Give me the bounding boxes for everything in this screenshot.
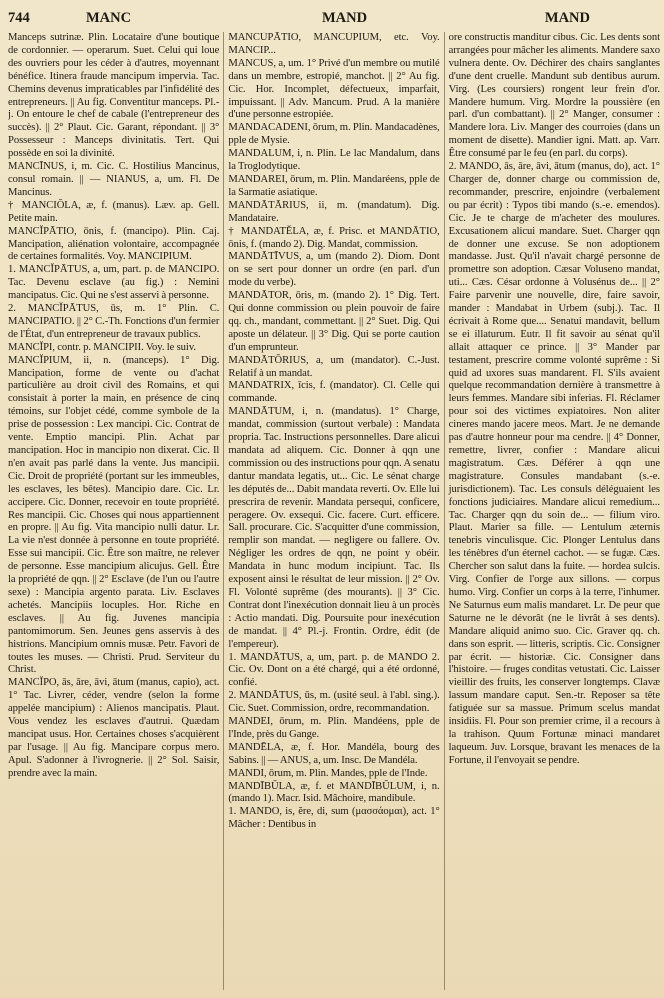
entry: MANDATRIX, īcis, f. (mandator). Cl. Celle qui commande. xyxy=(228,380,440,405)
entry: 1. MANCĬPĀTUS, a, um, part. p. de MANCIPO. Tac. Devenu esclave (au fig.) : Nemini mancipatus. Cic. Qui ne s'est asservi à personne. xyxy=(8,264,220,302)
entry: MANDAREI, ōrum, m. Plin. Mandaréens, pple de la Sarmatie asiatique. xyxy=(228,173,440,198)
entry: 2. MANCĬPĀTUS, ūs, m. 1° Plin. C. MANCIPATIO. || 2° C.-Th. Fonctions d'un fermier de l'État, d'un entrepreneur de travaux publics. xyxy=(8,303,220,340)
guide-word-center: MAND xyxy=(322,10,368,26)
entry: 1. MANDO, is, ĕre, di, sum (μασσάομαι), act. 1° Mâcher : Dentibus in xyxy=(228,806,440,831)
entry: MANDĀTUM, i, n. (mandatus). 1° Charge, mandat, commission (surtout verbale) : Mandata propria. Tac. Instructions personnelles. Dare alicui mandata ad aliquem. Cic. Donner à qqn une commission ou des instructions pour qqn. A senatu dantur mandata legatis, ut... Cic. Le sénat charge les députés de... Dabit mandata reverti. Ov. Elle lui prescrira de revenir. Mandata persequi, conficere, peragere. Ov. exsequi. Cic. facere. Curt. efficere. Sall. procurare. Cic. S'acquitter d'une commission, remplir son mandat. — negligere ou fallere. Ov. Négliger les ordres de qqn, ne point y obéir. Mandata in hunc modum incipiunt. Tac. Ils exposent ainsi le résultat de leur mission. || 2° Ov. Fl. Volonté suprême (des mourants). || 3° Cic. Contrat dont l'inexécution donnait lieu à un procès : Actio mandati. Dig. Poursuite pour inexécution de mandat. || 4° Pl.-j. Frontin. Ordre, édit (de l'empereur). xyxy=(228,406,440,650)
entry: MANDĀTOR, ōris, m. (mando 2). 1° Dig. Tert. Qui donne commission ou plein pouvoir de faire qq. ch., mandant, commettant. || 2° Suet. Dig. Qui aposte un délateur. || 3° Dig. Qui se porte caution d'un emprunteur. xyxy=(228,290,440,353)
page-number: 744 xyxy=(8,10,30,26)
entry: † MANCIŎLA, æ, f. (manus). Læv. ap. Gell. Petite main. xyxy=(8,199,220,224)
entry: MANDĒLA, æ, f. Hor. Mandéla, bourg des Sabins. || — ANUS, a, um. Insc. De Mandéla. xyxy=(228,741,440,766)
entry: MANCĬPI, contr. p. MANCIPII. Voy. le suiv. xyxy=(8,341,196,353)
column-1 xyxy=(8,32,223,990)
entry: MANDĀTĪVUS, a, um (mando 2). Diom. Dont on se sert pour donner un ordre (en parl. d'un mode du verbe). xyxy=(228,251,440,289)
entry: MANDI, ōrum, m. Plin. Mandes, pple de l'Inde. xyxy=(228,767,428,779)
entry: 2. MANDO, ās, āre, āvi, ātum (manus, do), act. 1° Charger de, donner charge ou commission de, recommander, prescrire, enjoindre (verbalement ou par écrit) : Typos tibi mando (s.-e. emendos). Cic. Je te charge de m'acheter des moulures. Excusationem alicui mandare. Suet. Charger qqn de donner une excuse. Se non adoptionem mandasse. Just. Qu'il n'avait chargé personne de promettre son adoption. Cæsar Voluseno mandat, uti... Cæs. César ordonne à Volusénus de... || 2° Faire parvenir une nouvelle, dire, faire savoir, mander : Mandabat in Urbem (subj.). Tac. Il écrivait à Rome que.... Senatui mandavit, bellum se ei illaturum. Eutr. Il fit savoir au sénat qu'il allait attaquer ce prince. || 3° Mander par testament, prescrire comme volonté suprême : Si quid ad uxores suas mandarent. Fl. S'ils avaient quelque recommandation dernière à transmettre à leurs femmes. Mandare sibi inferias. Fl. Réclamer pour soi des victimes expiatoires. Non aliter cineres mando jacere meos. Mart. Je ne demande pas d'autre honneur pour ma cendre. || 4° Donner, remettre, livrer, confier : Mandare alicui magistratum. Cæs. Déférer à qqn une magistrature. Consules mandabant (s.-e. jurisdictionem). Tac. Les consuls déléguaient les fonctions judiciaires. Mandare alicui remedium... Tac. Charger qqn du soin de... — filium viro. Plaut. Marier sa fille. — Lentulum æternis tenebris vinculisque. Cic. Plonger Lentulus dans les ténèbres d'un éternel cachot. — se fugæ. Cæs. Chercher son salut dans la fuite. — hordea sulcis. Virg. Confier de l'orge aux sillons. — corpus humo. Virg. Confier un corps à la terre, l'inhumer. Ne Saturnus eum malis mandaret. Lr. De peur que Saturne ne le dévorât (ne le livrât à ses dents). Mandare aliquid animo suo. Cic. Graver qq. ch. dans son esprit. — litteris, scriptis. Cic. Consigner par écrit. — historiæ. Cic. Consigner dans l'histoire. — fruges conditas vetustati. Cic. Laisser vieillir des fruits, les conserver longtemps. Clavæ lassum mandare caput. Sen.-tr. Reposer sa tête fatiguée sur sa massue. Primum scelus mandat insidiis. Fl. Pour son premier crime, il a recours à la trahison. Quum Fortunæ minaci mandaret laqueum. Juv. Lorsque, bravant les menaces de la Fortune, il l'envoyait se pendre. xyxy=(448,161,660,766)
guide-word-right: MAND xyxy=(544,10,590,26)
entry: MANCĪNUS, i, m. Cic. C. Hostilius Mancinus, consul romain. || — NIANUS, a, um. Fl. De Mancinus. xyxy=(8,161,220,198)
entry: MANDĀTŌRIUS, a, um (mandator). C.-Just. Relatif à un mandat. xyxy=(228,354,440,379)
column-2 xyxy=(223,32,443,990)
guide-word-left: MANC xyxy=(86,10,132,26)
entry: MANDALUM, i, n. Plin. Le lac Mandalum, dans la Troglodytique. xyxy=(228,148,440,173)
entry: MANCŬPĀTIO, MANCŬPIUM, etc. Voy. MANCIP... xyxy=(228,32,440,56)
entry: MANDACADENI, ōrum, m. Plin. Mandacadènes, pple de Mysie. xyxy=(228,122,440,147)
entry: MANDĪBŬLA, æ, f. et MANDĪBŬLUM, i, n. (mando 1). Macr. Isid. Mâchoire, mandibule. xyxy=(228,780,440,805)
entry: MANCĬPĀTIO, ōnis, f. (mancipo). Plin. Caj. Mancipation, aliénation volontaire, accompagnée de certaines formalités. Voy. MANCIPIUM. xyxy=(8,225,220,263)
entry: MANCĬPIUM, ii, n. (manceps). 1° Dig. Mancipation, forme de vente ou d'achat particulière au droit civil des Romains, et qui consistait à porter la main, en présence de cinq témoins, sur l'objet cédé, comme symbole de la prise de possession : Lex mancipi. Cic. Contrat de vente. Emptio mancipi. Plin. Achat par mancipation. Hoc in mancipio non dixerat. Cic. Il n'en avait pas parlé dans la vente. Jus mancipii. Cic. Droit de propriété (portant sur les immeubles, les esclaves, les bêtes). Mancipio dare. Cic. Lr. accipere. Cic. Donner, recevoir en toute propriété. Res mancipii. Cic. Choses qui nous appartiennent en propre. || Au fig. Vita mancipio nulli datur. Lr. La vie n'est donnée à personne en toute propriété. Esse sui mancipii. Cic. Être son maître, ne relever de personne. Esse mancipium alicujus. Gell. Être la propriété de qqn. || 2° Esclave (de l'un ou l'autre sexe) : Mancipia argento parata. Liv. Esclaves achetés. Mancipiis locuples. Hor. Riche en esclaves. || Au fig. Juvenes mancipia pantomimorum. Sen. Jeunes gens asservis à des histrions. Mancipium omnis musæ. Petr. Favori de toutes les muses. — Christi. Prud. Serviteur du Christ. xyxy=(8,354,220,676)
column-3 xyxy=(444,32,660,990)
text-columns xyxy=(8,32,660,990)
entry: MANCUS, a, um. 1° Privé d'un membre ou mutilé dans un membre, estropié, manchot. || 2° Au fig. Cic. Hor. Incomplet, défectueux, imparfait, impuissant. || Adv. Mancum. Prud. A la manière d'une personne estropiée. xyxy=(228,57,440,121)
entry: Manceps sutrinæ. Plin. Locataire d'une boutique de cordonnier. — operarum. Suet. Celui qui loue des ouvriers pour les céder à d'autres, moyennant bénéfice. Itinera fraude mancipum impervia. Tac. Chemins devenus impraticables par l'infidélité des entrepreneurs. || Au fig. Conventitur manceps. Pl.-j. On entoure le chef de cabale (l'entrepreneur des succès). || 2° Plaut. Cic. Garant, répondant. || 3° Possesseur : Manceps divinitatis. Tert. Qui possède en soi la divinité. xyxy=(8,32,220,160)
entry: ore constructis manditur cibus. Cic. Les dents sont arrangées pour mâcher les aliments. Mandere saxo vulnera dente. Ov. Déchirer des chairs sanglantes d'une dent cruelle. Mandunt sub dentibus aurum. Virg. (Les coursiers) rongent leur frein d'or. Mandere humum. Virg. Mordre la poussière (en parl. d'un combattant). || 2° Manger, consumer : Mandere lora. Liv. Manger des courroies (dans un moment de disette). Mandier igni. Matt. ap. Varr. Être consumé par le feu (en parl. du corps). xyxy=(448,32,660,160)
entry: 2. MANDĀTUS, ūs, m. (usité seul. à l'abl. sing.). Cic. Suet. Commission, ordre, recommandation. xyxy=(228,690,440,715)
entry: 1. MANDĀTUS, a, um, part. p. de MANDO 2. Cic. Ov. Dont on a été chargé, qui a été ordonné, confié. xyxy=(228,651,440,689)
entry: MANCĬPO, ās, āre, āvi, ātum (manus, capio), act. 1° Tac. Livrer, céder, vendre (selon la forme appelée mancipium) : Alienos mancipatis. Plaut. Vous vendez les esclaves d'autrui. Quædam mancipat usus. Hor. Certaines choses s'acquièrent par l'usage. || Au fig. Mancipare corpus mero. Apul. S'adonner à l'ivrognerie. || 2° Sol. Saisir, prendre avec la main. xyxy=(8,677,220,779)
entry: † MANDATĔLA, æ, f. Prisc. et MANDĀTIO, ōnis, f. (mando 2). Dig. Mandat, commission. xyxy=(228,225,440,250)
entry: MANDEI, ōrum, m. Plin. Mandéens, pple de l'Inde, près du Gange. xyxy=(228,716,440,740)
running-header xyxy=(8,10,656,32)
entry: MANDĀTĀRIUS, ii, m. (mandatum). Dig. Mandataire. xyxy=(228,199,440,224)
